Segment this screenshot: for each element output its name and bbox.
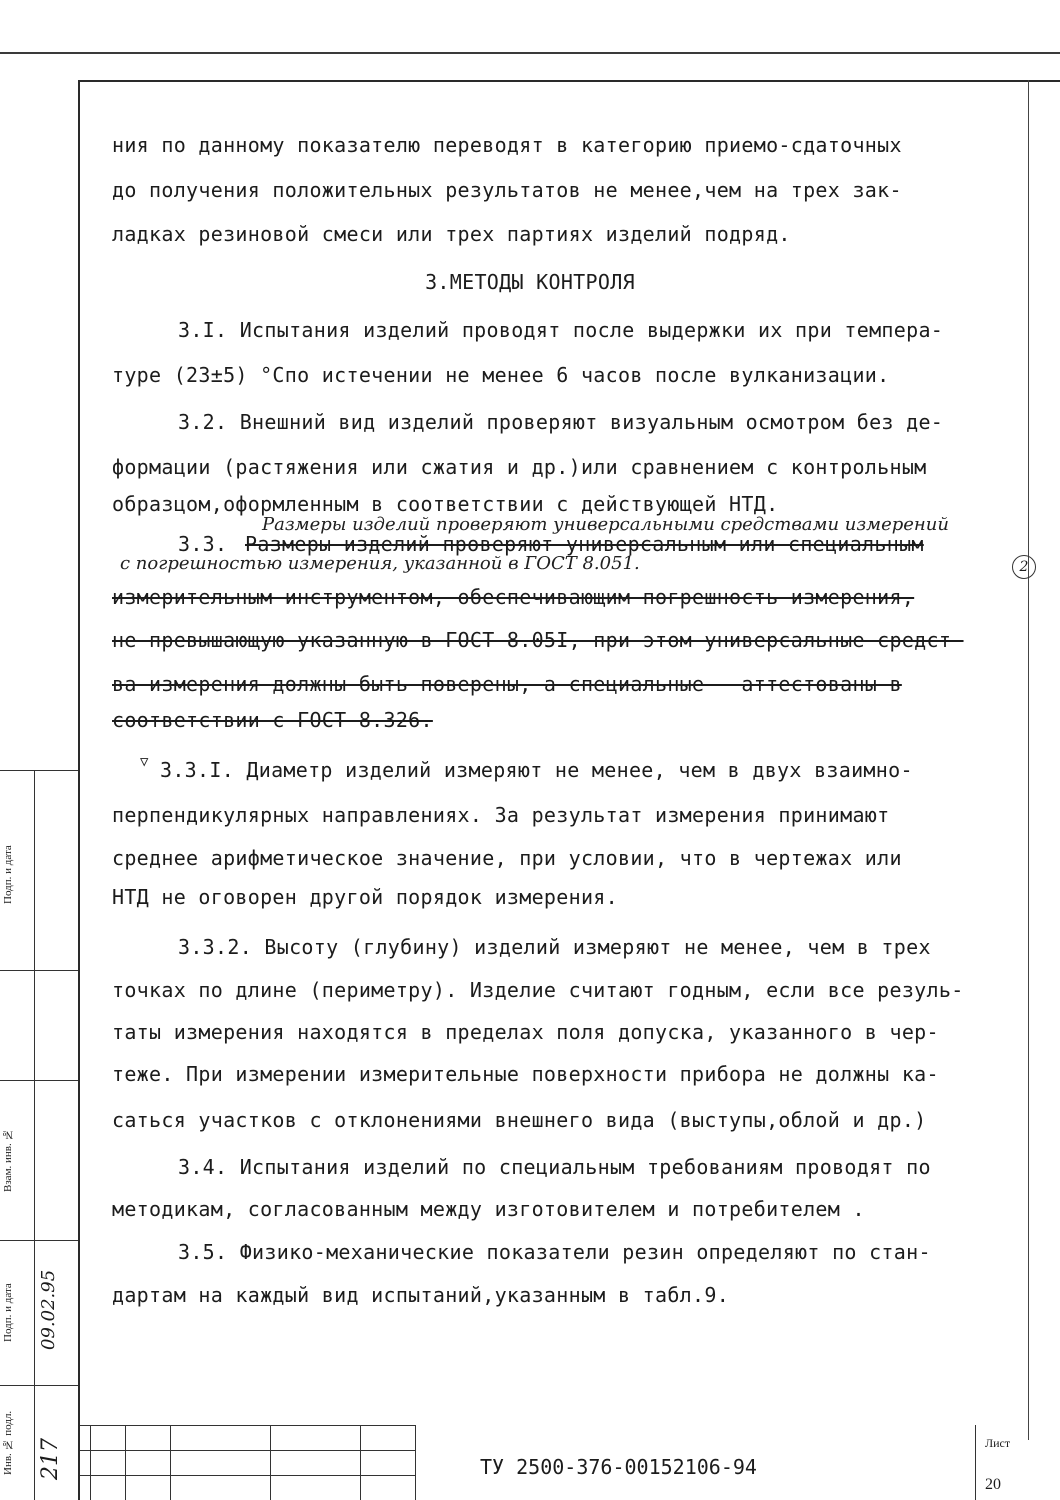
grid-line bbox=[80, 1425, 415, 1426]
stamp-row-line bbox=[0, 1385, 78, 1386]
text-line: точках по длине (периметру). Изделие считают годным, если все резуль- bbox=[112, 978, 964, 1002]
sheet-number: 20 bbox=[985, 1476, 1001, 1493]
clause-number: 3.3. bbox=[178, 532, 228, 556]
struck-text-line: не превышающую указанную в ГОСТ 8.05I, при этом универсальные средст- bbox=[112, 628, 964, 652]
struck-text-line: измерительным инструментом, обеспечивающим погрешность измерения, bbox=[112, 585, 915, 609]
grid-line bbox=[80, 1450, 415, 1451]
grid-line bbox=[90, 1425, 91, 1500]
stamp-orig-inv-value: 217 bbox=[38, 1438, 63, 1480]
top-rule bbox=[0, 52, 1060, 54]
text-line: теже. При измерении измерительные поверхности прибора не должны ка- bbox=[112, 1062, 939, 1086]
grid-line bbox=[80, 1475, 415, 1476]
sheet-label: Лист bbox=[985, 1436, 1011, 1450]
text-line: 3.I. Испытания изделий проводят после выдержки их при темпера- bbox=[178, 318, 944, 342]
struck-text-line: соответствии с ГОСТ 8.326. bbox=[112, 708, 433, 732]
text-line: до получения положительных результатов не менее,чем на трех зак- bbox=[112, 178, 902, 202]
struck-text-line: Размеры изделий проверяют универсальным или специальным bbox=[245, 532, 924, 556]
grid-line bbox=[360, 1425, 361, 1500]
handwritten-insert-line-1: Размеры изделий проверяют универсальными средствами измерений bbox=[262, 514, 949, 535]
stamp-signature-date: 09.02.95 bbox=[38, 1269, 59, 1350]
text-line: перпендикулярных направлениях. За результат измерения принимают bbox=[112, 803, 890, 827]
change-mark-circle: 2 bbox=[1012, 555, 1036, 579]
check-mark-icon: ▽ bbox=[140, 754, 149, 770]
text-line: 3.5. Физико-механические показатели резин определяют по стан- bbox=[178, 1240, 931, 1264]
text-line: 3.2. Внешний вид изделий проверяют визуальным осмотром без де- bbox=[178, 410, 944, 434]
grid-line bbox=[415, 1425, 416, 1500]
stamp-row-line bbox=[0, 970, 78, 971]
stamp-label-inv-no: Взам. инв. № bbox=[2, 1128, 14, 1192]
document-code: ТУ 2500-376-00152106-94 bbox=[480, 1455, 757, 1479]
grid-line bbox=[270, 1425, 271, 1500]
stamp-label-sign-date: Подп. и дата bbox=[2, 845, 14, 905]
stamp-divider bbox=[34, 770, 35, 1500]
text-line: ния по данному показателю переводят в категорию приемо-сдаточных bbox=[112, 133, 902, 157]
frame-top-border bbox=[78, 80, 1060, 82]
text-line: 3.3.2. Высоту (глубину) изделий измеряют не менее, чем в трех bbox=[178, 935, 931, 959]
margin-stamp-block bbox=[0, 770, 78, 1500]
struck-text-line: ва измерения должны быть поверены, а специальные - аттестованы в bbox=[112, 672, 902, 696]
text-line: туре (23±5) °Спо истечении не менее 6 часов после вулканизации. bbox=[112, 363, 890, 387]
text-line: дартам на каждый вид испытаний,указанным в табл.9. bbox=[112, 1283, 730, 1307]
stamp-label-orig-inv: Инв. № подл. bbox=[2, 1410, 14, 1475]
text-line: методикам, согласованным между изготовителем и потребителем . bbox=[112, 1197, 865, 1221]
text-line: формации (растяжения или сжатия и др.)или сравнением с контрольным bbox=[112, 455, 927, 479]
stamp-row-line bbox=[0, 1080, 78, 1081]
grid-line bbox=[125, 1425, 126, 1500]
text-line: образцом,оформленным в соответствии с действующей НТД. bbox=[112, 492, 779, 516]
stamp-row-line bbox=[0, 770, 78, 771]
text-line: среднее арифметическое значение, при условии, что в чертежах или bbox=[112, 846, 902, 870]
text-line: ладках резиновой смеси или трех партиях изделий подряд. bbox=[112, 222, 791, 246]
text-line: таты измерения находятся в пределах поля допуска, указанного в чер- bbox=[112, 1020, 939, 1044]
stamp-label-sign-date: Подп. и дата bbox=[2, 1283, 14, 1343]
text-line: 3.3.I. Диаметр изделий измеряют не менее, чем в двух взаимно- bbox=[160, 758, 913, 782]
grid-line bbox=[170, 1425, 171, 1500]
text-line: саться участков с отклонениями внешнего вида (выступы,облой и др.) bbox=[112, 1108, 927, 1132]
text-line: 3.4. Испытания изделий по специальным требованиям проводят по bbox=[178, 1155, 931, 1179]
handwritten-insert-line-2: с погрешностью измерения, указанной в ГОСТ 8.051. bbox=[120, 553, 640, 574]
text-line: НТД не оговорен другой порядок измерения. bbox=[112, 885, 618, 909]
section-heading: 3.МЕТОДЫ КОНТРОЛЯ bbox=[425, 270, 635, 294]
